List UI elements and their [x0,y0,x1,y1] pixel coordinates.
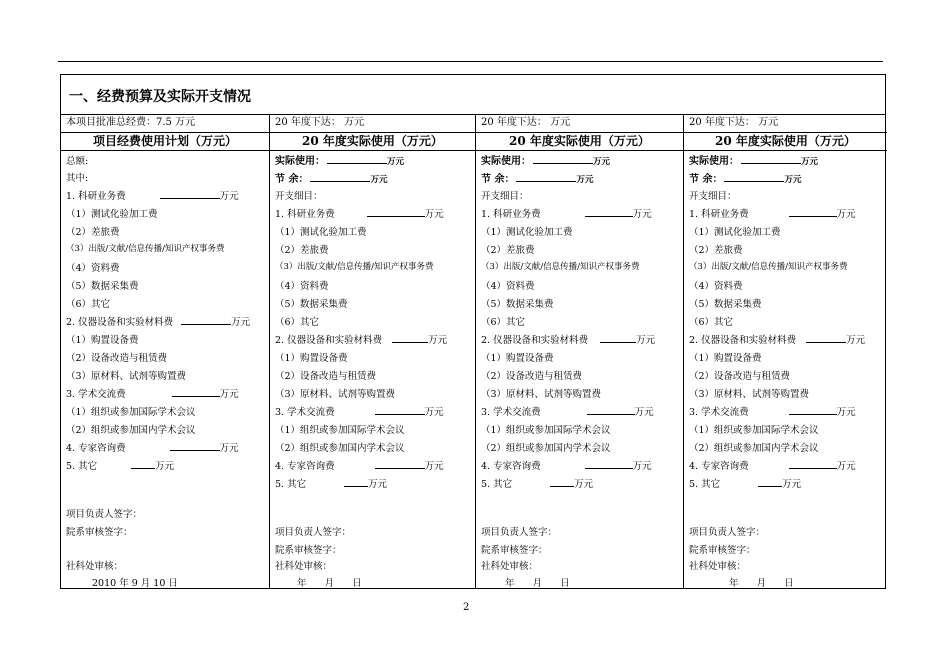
actual-used: 实际使用： 万元 [481,156,611,167]
item-4: 4. 专家咨询费 万元 [689,461,856,472]
year-heading: 20 年度实际使用（万元） [270,132,475,151]
item-1-2: （2）差旅费 [481,245,535,256]
actual-used: 实际使用： 万元 [275,156,405,167]
plan-column [61,114,269,588]
item-3: 3. 学术交流费 万元 [481,407,654,418]
item-2: 2. 仪器设备和实验材料费 万元 [689,335,866,346]
item-1-3: （3）出版/文献/信息传播/知识产权事务费 [481,262,640,272]
item-1-1: （1）测试化验加工费 [66,209,158,220]
year-body [275,151,473,588]
year-body [481,151,681,588]
detail-heading: 开支细目： [275,191,323,202]
item-3-1: （1）组织或参加国际学术会议 [689,425,819,436]
item-2-1: （1）购置设备费 [275,353,348,364]
dept-signature: 院系审核签字： [689,545,756,556]
item-1-2: （2）差旅费 [66,227,120,238]
review-date: 年 月 日 [505,578,570,589]
item-5: 5. 其它 万元 [481,479,594,490]
page-number: 2 [463,602,470,613]
item-5: 5. 其它 万元 [275,479,388,490]
item-2-2: （2）设备改造与租赁费 [66,353,168,364]
item-4: 4. 专家咨询费 万元 [481,461,652,472]
item-1: 1. 科研业务费 万元 [689,209,856,220]
item-1-2: （2）差旅费 [275,245,329,256]
item-2: 2. 仪器设备和实验材料费 万元 [275,335,448,346]
item-3: 3. 学术交流费 万元 [689,407,856,418]
balance: 节 余： 万元 [275,174,388,185]
item-1: 1. 科研业务费 万元 [481,209,652,220]
item-1-1: （1）测试化验加工费 [689,227,781,238]
year-column-2 [475,114,683,588]
item-1-6: （6）其它 [66,299,111,310]
item-2-2: （2）设备改造与租赁费 [481,371,583,382]
item-2-1: （1）购置设备费 [481,353,554,364]
approved-total: 本项目批准总经费：7.5 万元 [61,114,269,133]
item-1-3: （3）出版/文献/信息传播/知识产权事务费 [275,262,434,272]
item-1-3: （3）出版/文献/信息传播/知识产权事务费 [689,262,848,272]
item-2-1: （1）购置设备费 [66,335,139,346]
office-review: 社科处审核： [66,561,124,572]
item-5: 5. 其它 万元 [66,461,175,472]
item-1-5: （5）数据采集费 [66,281,139,292]
year-column-3 [683,114,887,588]
dept-signature: 院系审核签字： [275,545,342,556]
item-1-4: （4）资料费 [689,281,743,292]
plan-body [66,151,267,588]
item-5: 5. 其它 万元 [689,479,802,490]
item-3-1: （1）组织或参加国际学术会议 [275,425,405,436]
balance: 节 余： 万元 [481,174,594,185]
year-heading: 20 年度实际使用（万元） [476,132,683,151]
item-1-4: （4）资料费 [275,281,329,292]
office-review: 社科处审核： [481,561,539,572]
actual-used: 实际使用： 万元 [689,156,819,167]
review-date: 年 月 日 [297,578,362,589]
year-allocated: 20 年度下达： 万元 [270,114,475,133]
year-column-1 [269,114,475,588]
item-2-3: （3）原材料、试剂等购置费 [689,389,810,400]
item-1-2: （2）差旅费 [689,245,743,256]
plan-date: 2010 年 9 月 10 日 [92,578,178,589]
item-2: 2. 仪器设备和实验材料费 万元 [481,335,656,346]
detail-heading: 开支细目： [689,191,737,202]
leader-signature: 项目负责人签字： [275,527,352,538]
item-1-4: （4）资料费 [66,263,120,274]
item-1-5: （5）数据采集费 [481,299,554,310]
total-line: 总额: [66,156,89,167]
year-body [689,151,885,588]
item-3-2: （2）组织或参加国内学术会议 [275,443,405,454]
plan-heading: 项目经费使用计划（万元） [61,132,269,151]
item-3: 3. 学术交流费 万元 [66,389,239,400]
item-1: 1. 科研业务费 万元 [66,191,239,202]
item-2-3: （3）原材料、试剂等购置费 [481,389,602,400]
item-1-6: （6）其它 [689,317,734,328]
item-1-1: （1）测试化验加工费 [275,227,367,238]
item-1: 1. 科研业务费 万元 [275,209,444,220]
item-3-1: （1）组织或参加国际学术会议 [481,425,611,436]
item-3-1: （1）组织或参加国际学术会议 [66,407,196,418]
item-1-1: （1）测试化验加工费 [481,227,573,238]
office-review: 社科处审核： [275,561,333,572]
year-allocated: 20 年度下达： 万元 [684,114,887,133]
among-line: 其中: [66,173,89,184]
balance: 节 余： 万元 [689,174,802,185]
item-2-2: （2）设备改造与租赁费 [689,371,791,382]
item-2-3: （3）原材料、试剂等购置费 [66,371,187,382]
header-rule [58,61,883,62]
item-3-2: （2）组织或参加国内学术会议 [689,443,819,454]
review-date: 年 月 日 [729,578,794,589]
year-allocated: 20 年度下达： 万元 [476,114,683,133]
budget-table [60,74,886,589]
item-2-1: （1）购置设备费 [689,353,762,364]
item-1-5: （5）数据采集费 [275,299,348,310]
dept-signature: 院系审核签字： [481,545,548,556]
item-4: 4. 专家咨询费 万元 [275,461,444,472]
title-row [61,75,885,115]
item-3-2: （2）组织或参加国内学术会议 [66,425,196,436]
item-1-3: （3）出版/文献/信息传播/知识产权事务费 [66,244,225,254]
office-review: 社科处审核： [689,561,747,572]
item-1-4: （4）资料费 [481,281,535,292]
detail-heading: 开支细目： [481,191,529,202]
section-title: 一、经费预算及实际开支情况 [69,89,251,105]
item-2-2: （2）设备改造与租赁费 [275,371,377,382]
item-3: 3. 学术交流费 万元 [275,407,444,418]
leader-signature: 项目负责人签字： [66,509,143,520]
item-1-6: （6）其它 [481,317,526,328]
leader-signature: 项目负责人签字： [481,527,558,538]
item-2-3: （3）原材料、试剂等购置费 [275,389,396,400]
item-3-2: （2）组织或参加国内学术会议 [481,443,611,454]
leader-signature: 项目负责人签字： [689,527,766,538]
dept-signature: 院系审核签字： [66,527,133,538]
year-heading: 20 年度实际使用（万元） [684,132,887,151]
item-2: 2. 仪器设备和实验材料费 万元 [66,317,251,328]
item-4: 4. 专家咨询费 万元 [66,443,239,454]
item-1-6: （6）其它 [275,317,320,328]
item-1-5: （5）数据采集费 [689,299,762,310]
